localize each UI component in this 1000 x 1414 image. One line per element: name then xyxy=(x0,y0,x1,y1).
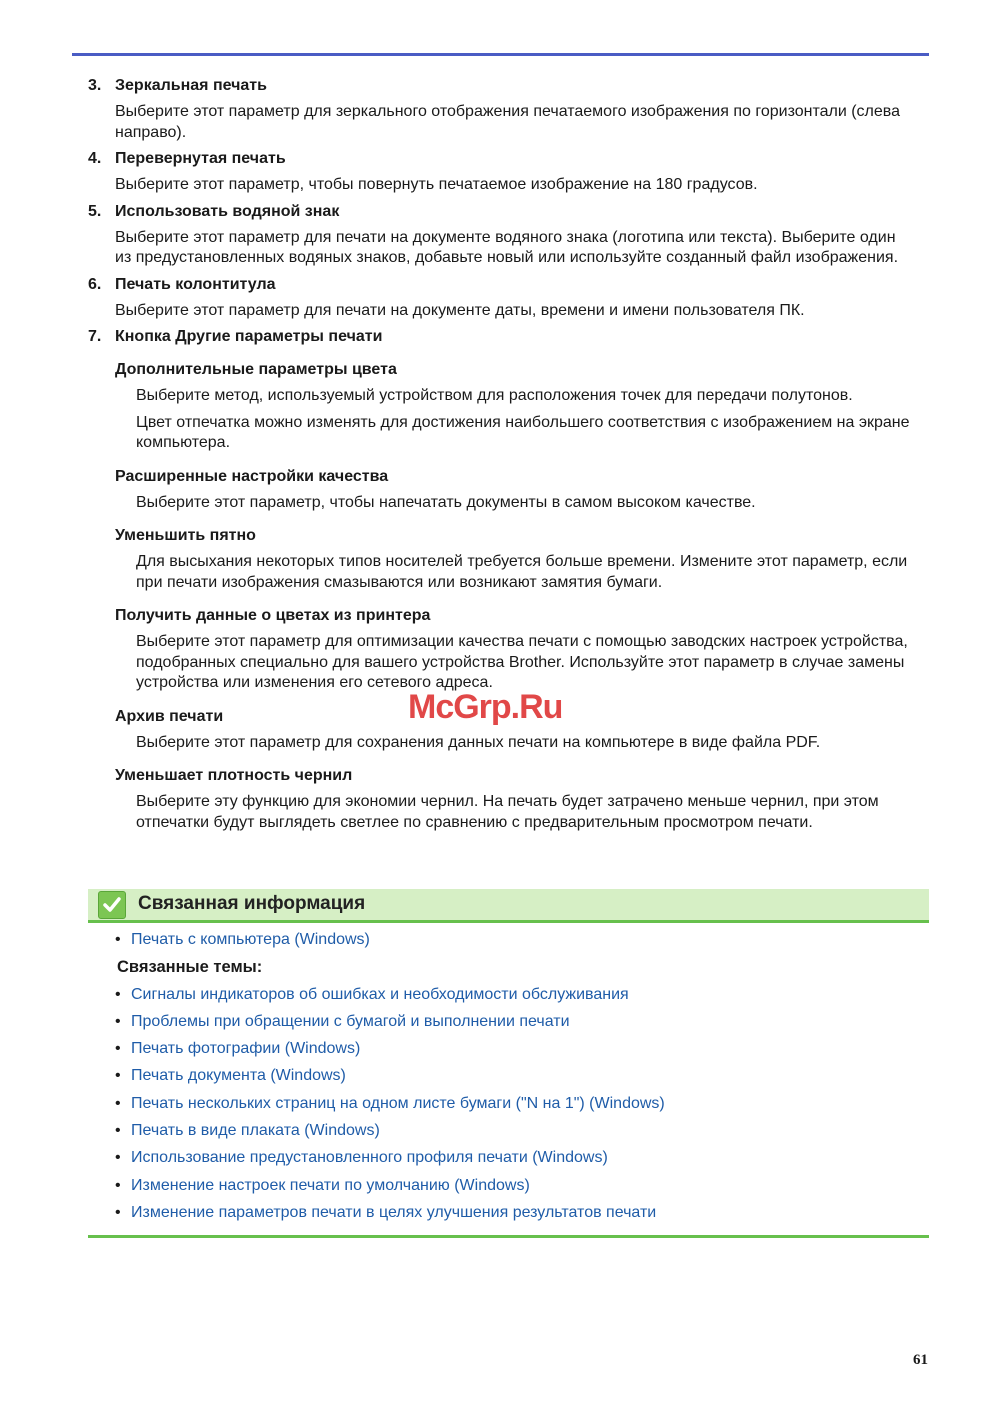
topic-link[interactable]: Печать нескольких страниц на одном листе бумаги ("N на 1") (Windows) xyxy=(131,1094,665,1112)
topic-link[interactable]: Изменение параметров печати в целях улучшения результатов печати xyxy=(131,1203,657,1221)
checkmark-icon xyxy=(98,891,126,919)
topic-link[interactable]: Печать фотографии (Windows) xyxy=(131,1040,361,1058)
related-topics-label: Связанные темы: xyxy=(117,958,263,977)
item-title xyxy=(88,275,928,295)
list-item xyxy=(115,1012,915,1039)
related-links xyxy=(115,930,915,1230)
subsection-paragraph: Для высыхания некоторых типов носителей требуется больше времени. Измените этот параметр, если при печати изображения смазываются или возникают замятия бумаги. xyxy=(136,553,908,591)
item-number: 6. xyxy=(88,275,102,293)
item-description: Выберите этот параметр для печати на документе водяного знака (логотипа или текста). Выберите один из предустановленных водяных знаков, добавьте новый или используйте созданный файл изображения. xyxy=(115,228,899,266)
list-item xyxy=(115,1121,915,1148)
topic-link[interactable]: Использование предустановленного профиля печати (Windows) xyxy=(131,1149,608,1167)
bullet: • xyxy=(115,1122,121,1140)
subsection-heading: Уменьшить пятно xyxy=(115,527,256,544)
bullet: • xyxy=(115,1176,121,1194)
item-number: 7. xyxy=(88,328,102,345)
item-heading: Использовать водяной знак xyxy=(115,202,340,220)
bullet: • xyxy=(115,1012,121,1030)
page-number: 61 xyxy=(913,1352,928,1368)
subsection-paragraph: Выберите этот параметр, чтобы напечатать документы в самом высоком качестве. xyxy=(136,493,756,511)
item-number: 3. xyxy=(88,77,102,94)
subsection-heading: Архив печати xyxy=(115,707,224,725)
list-item xyxy=(115,985,915,1012)
item-title xyxy=(88,76,928,96)
item-title xyxy=(88,149,928,169)
subsection-heading: Уменьшает плотность чернил xyxy=(115,767,353,784)
subsection-heading: Дополнительные параметры цвета xyxy=(115,361,397,378)
item-number: 4. xyxy=(88,150,102,167)
bottom-rule xyxy=(88,1235,929,1238)
bullet: • xyxy=(115,1149,121,1167)
bullet: • xyxy=(115,1094,121,1112)
item-title xyxy=(88,202,928,222)
top-rule xyxy=(72,53,929,56)
list-item xyxy=(115,930,915,957)
item-description: Выберите этот параметр для печати на документе даты, времени и имени пользователя ПК. xyxy=(115,301,805,319)
subsection-paragraph: Выберите этот параметр для оптимизации качества печати с помощью заводских настроек устройства, подобранных специально для вашего устройства Brother. Используйте этот параметр в случае замены устройства или изменения его сетевого адреса. xyxy=(136,633,908,691)
related-link[interactable]: Печать с компьютера (Windows) xyxy=(131,931,370,948)
list-item xyxy=(115,1066,915,1093)
item-description: Выберите этот параметр для зеркального отображения печатаемого изображения по горизонтали (слева направо). xyxy=(115,103,901,141)
topic-link[interactable]: Проблемы при обращении с бумагой и выполнении печати xyxy=(131,1012,570,1030)
item-description: Выберите этот параметр, чтобы повернуть печатаемое изображение на 180 градусов. xyxy=(115,176,758,193)
topic-link[interactable]: Сигналы индикаторов об ошибках и необходимости обслуживания xyxy=(131,985,629,1003)
bullet: • xyxy=(115,1067,121,1085)
subsection-paragraph: Цвет отпечатка можно изменять для достижения наибольшего соответствия с изображением на экране компьютера. xyxy=(136,413,910,451)
list-item xyxy=(115,1176,915,1203)
related-info-header xyxy=(88,889,929,923)
subsection-paragraph: Выберите эту функцию для экономии чернил. На печать будет затрачено меньше чернил, при этом отпечатки будут выглядеть светлее по сравнению с предварительным просмотром печати. xyxy=(136,793,879,831)
item-heading: Печать колонтитула xyxy=(115,275,276,293)
item-number: 5. xyxy=(88,202,102,220)
topic-link[interactable]: Изменение настроек печати по умолчанию (Windows) xyxy=(131,1176,530,1194)
topic-link[interactable]: Печать в виде плаката (Windows) xyxy=(131,1122,380,1140)
item-heading: Перевернутая печать xyxy=(115,150,286,167)
watermark: McGrp.Ru xyxy=(408,688,563,726)
item-heading: Кнопка Другие параметры печати xyxy=(115,328,383,345)
subsection-paragraph: Выберите метод, используемый устройством для расположения точек для передачи полутонов. xyxy=(136,387,853,404)
bullet: • xyxy=(115,985,121,1003)
bullet: • xyxy=(115,1203,121,1221)
list-item xyxy=(115,1094,915,1121)
subsection-paragraph: Выберите этот параметр для сохранения данных печати на компьютере в виде файла PDF. xyxy=(136,733,821,751)
list-item xyxy=(115,1039,915,1066)
item-heading: Зеркальная печать xyxy=(115,77,267,94)
list-item xyxy=(115,1148,915,1175)
subsection-heading: Расширенные настройки качества xyxy=(115,467,389,485)
topic-link[interactable]: Печать документа (Windows) xyxy=(131,1067,346,1085)
bullet: • xyxy=(115,1040,121,1058)
item-title xyxy=(88,327,928,347)
bullet: • xyxy=(115,931,121,948)
list-item xyxy=(115,1203,915,1230)
related-info-title: Связанная информация xyxy=(138,893,366,914)
subsection-heading: Получить данные о цветах из принтера xyxy=(115,607,431,624)
